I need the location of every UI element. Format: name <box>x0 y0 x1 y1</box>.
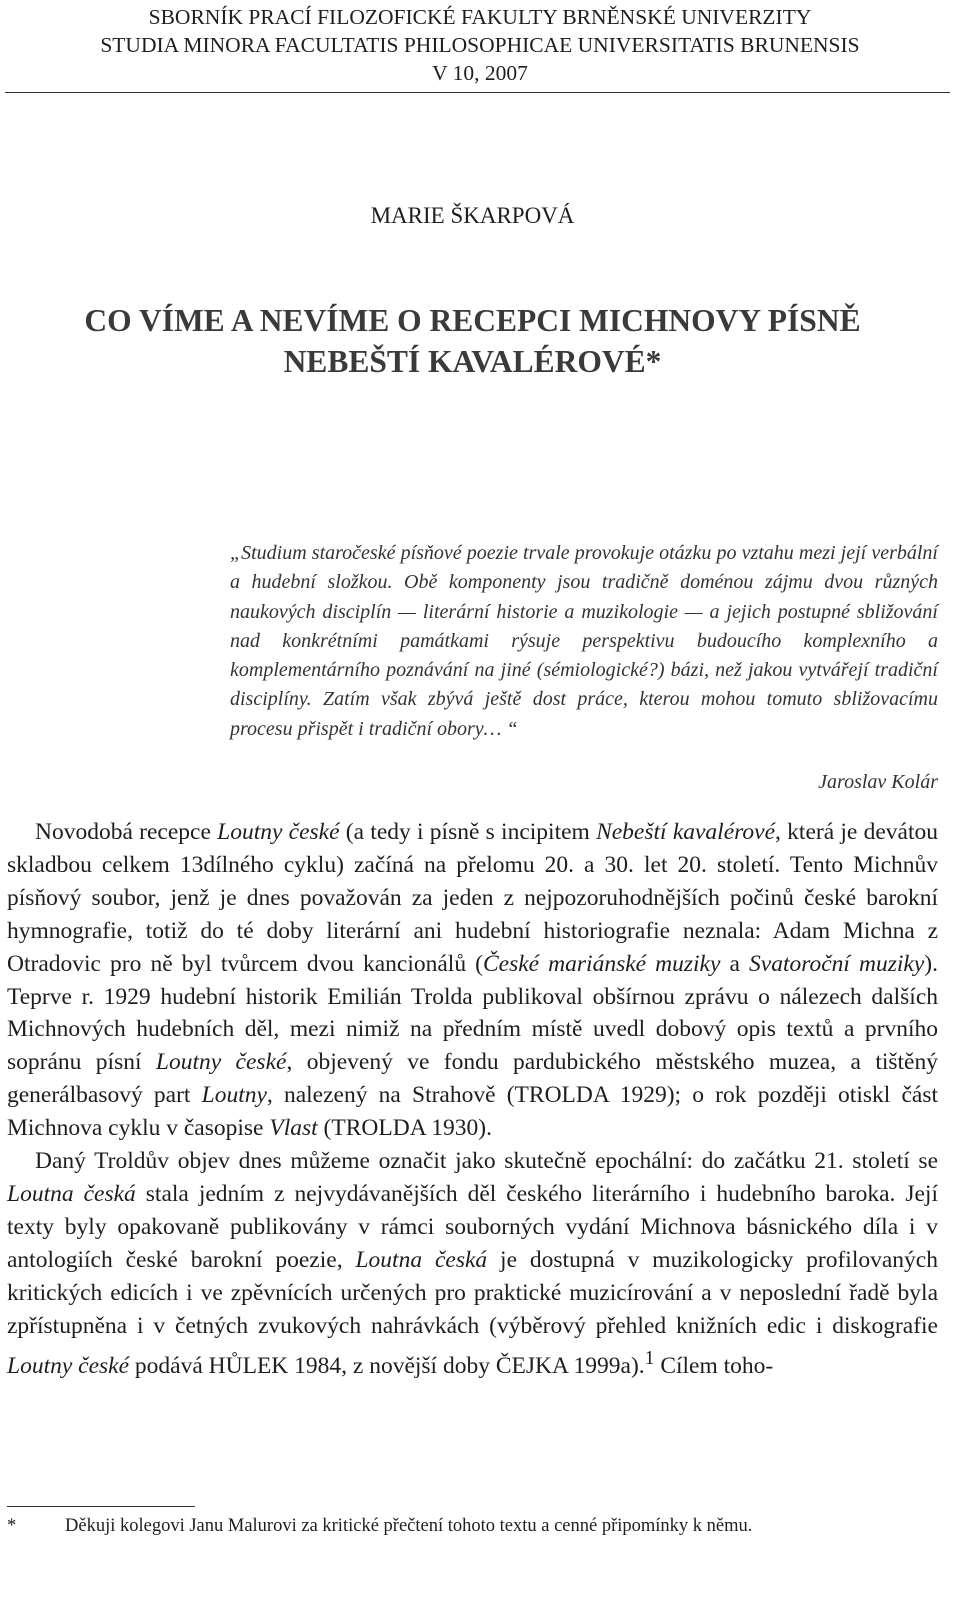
paragraph-2: Daný Troldův objev dnes můžeme označit jako skutečně epochální: do začátku 21. století se Loutna česká stala jedním z nejvydávanějších děl českého literárního i hudebního baroka. Její texty byly opakovaně publikovány v rámci souborných vydání Michnova básnického díla i v antologiích české barokní poezie, Loutna česká je dostupná v muzikologicky profilovaných kritických edicích i ve zpěvnících určených pro praktické muzicírování a v neposlední řadě byla zpřístupněna i v četných zvukových nahrávkách (výběrový přehled knižních edic i diskografie Loutny české podává HŮLEK 1984, z novější doby ČEJKA 1999a).$^1$ Cílem toho- <box>7 1148 938 1379</box>
header-divider <box>5 92 950 93</box>
work-title: Loutny <box>201 1082 267 1109</box>
work-title: Nebeští kavalérové <box>596 819 776 845</box>
work-title: Loutna česká <box>355 1246 488 1273</box>
work-title: Loutny české <box>217 819 340 845</box>
epigraph-quote: „Studium staročeské písňové poezie trvale provokuje otázku po vztahu mezi její verbální a hudební složkou. Obě komponenty jsou tradičně doménou zájmu dvou různých naukových disciplín — literární historie a muzikologie — a jejich postupné sbližování nad konkrétními památkami rýsuje perspektivu budoucího komplexního a komplementárního poznávání na jiné (sémiologické?) bázi, než jakou vytvářejí tradiční disciplíny. Zatím však zbývá ještě dost práce, kterou mohou tomuto sbližovacímu procesu přispět i tradiční obory… “ <box>230 542 938 740</box>
work-title: Vlast <box>269 1115 318 1142</box>
work-title: České mariánské muziky <box>482 950 721 977</box>
work-title: Svatoroční muziky <box>749 950 925 977</box>
journal-header <box>0 3 960 87</box>
journal-name-latin: STUDIA MINORA FACULTATIS PHILOSOPHICAE UNIVERSITATIS BRUNENSIS <box>100 33 860 57</box>
title-line-2: NEBEŠTÍ KAVALÉROVÉ* <box>283 344 662 379</box>
footnote <box>7 1512 938 1540</box>
journal-name-czech: SBORNÍK PRACÍ FILOZOFICKÉ FAKULTY BRNĚNSKÉ UNIVERZITY <box>148 5 812 29</box>
author-name: MARIE ŠKARPOVÁ <box>370 203 575 228</box>
footnote-divider <box>7 1506 195 1507</box>
work-title: Loutny české <box>155 1049 287 1076</box>
article-title <box>0 300 945 382</box>
epigraph-author: Jaroslav Kolár <box>818 771 938 793</box>
footnote-mark: * <box>7 1516 17 1536</box>
paragraph-1: Novodobá recepce Loutny české (a tedy i písně s incipitem Nebeští kavalérové, která je devátou skladbou celkem 13dílného cyklu) začíná na přelomu 20. a 30. let 20. století. Tento Michnův písňový soubor, jenž je dnes považován za jeden z nejpozoruhodnějších počinů české barokní hymnografie, totiž do té doby literární ani hudební historiografie neznala: Adam Michna z Otradovic pro ně byl tvůrcem dvou kancionálů (České mariánské muziky a Svatoroční muziky). Teprve r. 1929 hudební historik Emilián Trolda publikoval obšírnou zprávu o nálezech dalších Michnových hudebních děl, mezi nimiž na předním místě uvedl dobový opis textů a prvního sopránu písní Loutny české, objevený ve fondu pardubického městského muzea, a tištěný generálbasový part Loutny, nalezený na Strahově (TROLDA 1929); o rok později otiskl část Michnova cyklu v časopise Vlast (TROLDA 1930). <box>7 819 938 1142</box>
footnote-reference[interactable]: 1 <box>644 1347 655 1369</box>
title-line-1: CO VÍME A NEVÍME O RECEPCI MICHNOVY PÍSNĚ <box>84 303 861 338</box>
volume-year: V 10, 2007 <box>432 61 528 85</box>
footnote-text: Děkuji kolegovi Janu Malurovi za kritické přečtení tohoto textu a cenné připomínky k němu. <box>65 1516 753 1536</box>
work-title: Loutny české <box>7 1352 130 1379</box>
body-text <box>7 816 938 1382</box>
work-title: Loutna česká <box>7 1180 136 1207</box>
